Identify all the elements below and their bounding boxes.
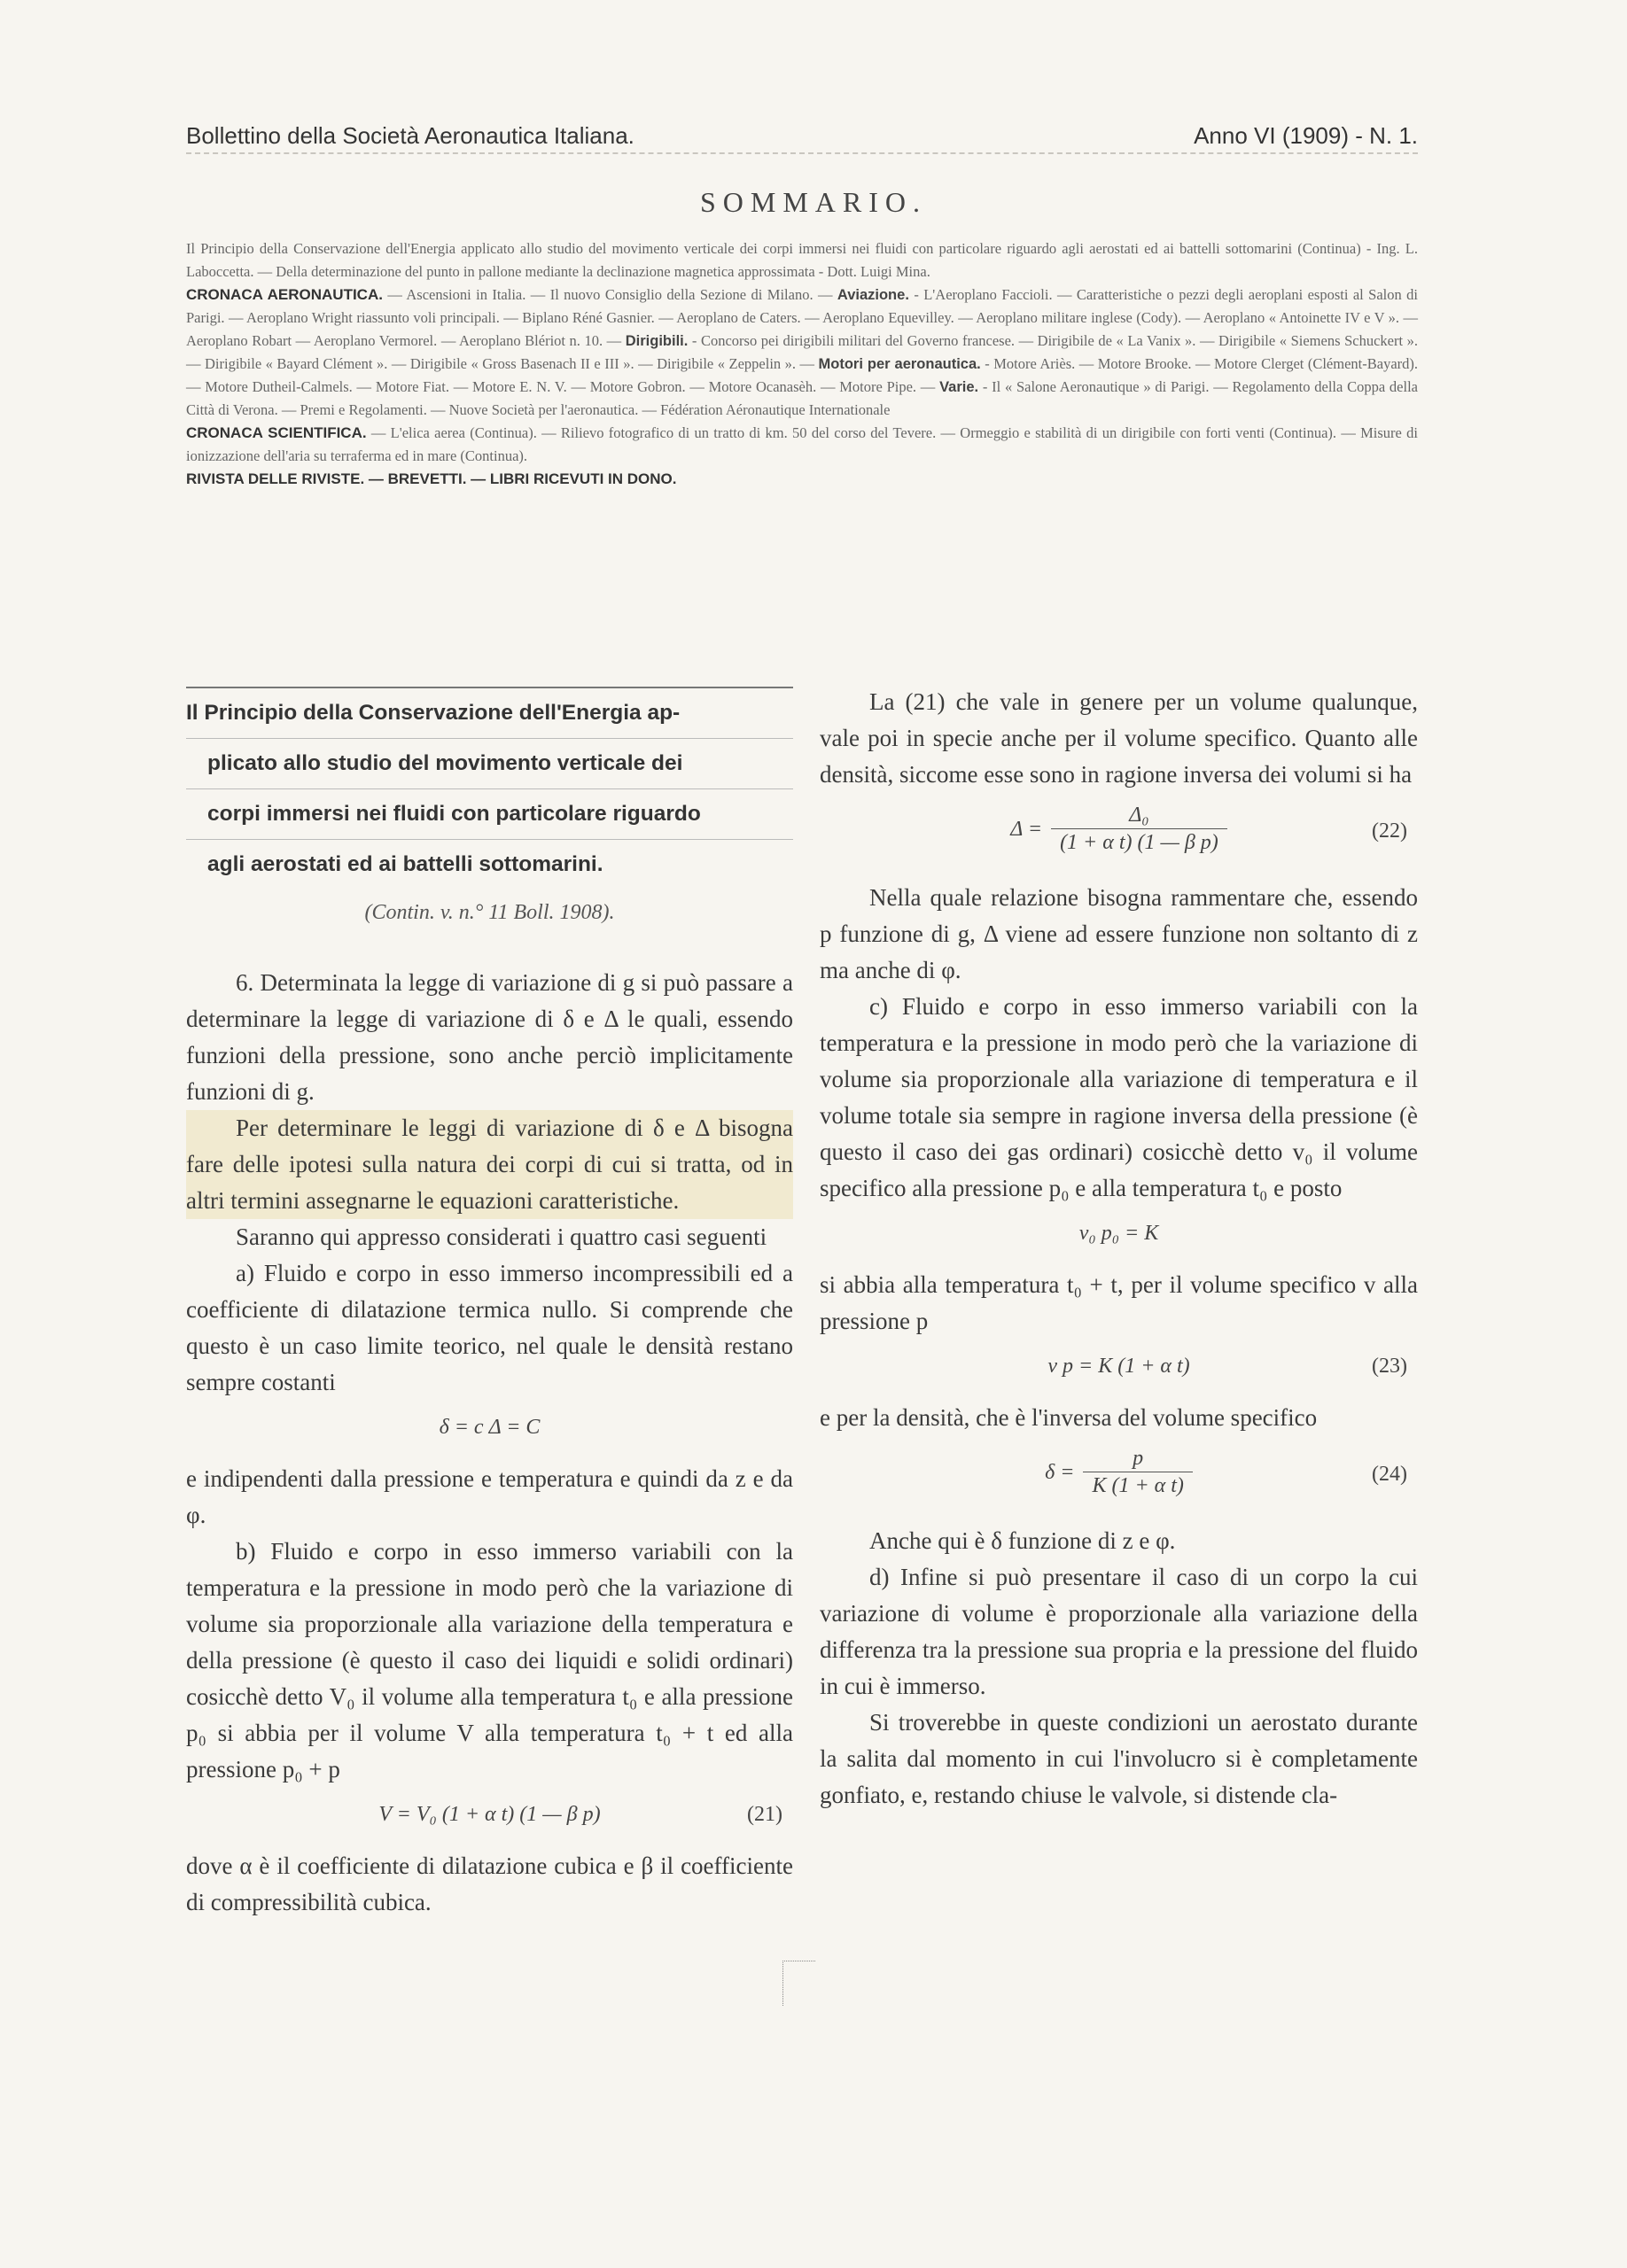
equation-number: (23) [1372, 1355, 1407, 1378]
equation-24 [820, 1445, 1418, 1507]
paragraph: Anche qui è δ funzione di z e φ. [869, 1527, 1176, 1554]
toc-section-heading: RIVISTA DELLE RIVISTE. — BREVETTI. — LIBRI RICEVUTI IN DONO. [186, 470, 677, 487]
equation-body: v p = K (1 + α t) [1047, 1355, 1190, 1378]
toc-category: Dirigibili. [625, 333, 689, 349]
toc-text: — L'elica aerea (Continua). — Rilievo fotografico di un tratto di km. 50 del corso del Tevere. — Ormeggio e stabilità di un dirigibile con forti venti (Continua). — Misure di ionizzazione dell'aria su terraferma ed in mare (Continua). [186, 424, 1418, 464]
toc-category: Aviazione. [837, 287, 909, 303]
paragraph: 6. Determinata la legge di variazione di g si può passare a determinare la legge di variazione di δ e Δ le quali, essendo funzioni della pressione, sono anche perciò implicitamente funzioni di g. [186, 969, 793, 1105]
paragraph-case-c: c) Fluido e corpo in esso immerso variabili con la temperatura e la pressione in modo però che la variazione di volume sia proporzionale alla variazione di temperatura e il volume totale sia sempre in ragione inversa della pressione (è questo il caso dei gas ordinari) cosicchè detto v₀ il volume specifico alla pressione p₀ e alla temperatura t₀ e posto [820, 993, 1418, 1201]
header-divider [186, 152, 1418, 154]
paragraph: Per determinare le leggi di variazione di δ e Δ bisogna fare delle ipotesi sulla natura dei corpi di cui si tratta, od in altri termini assegnarne le equazioni caratteristiche. [186, 1110, 793, 1219]
left-column [186, 687, 793, 1921]
equation-lhs: δ = [1045, 1460, 1075, 1484]
journal-title: Bollettino della Società Aeronautica Italiana. [186, 122, 634, 149]
equation-22 [820, 802, 1418, 864]
equation-23 [820, 1348, 1418, 1384]
paragraph-case-b: b) Fluido e corpo in esso immerso variabili con la temperatura e la pressione in modo però che la variazione di volume sia proporzionale alla variazione della temperatura e della pressione (è questo il caso dei liquidi e solidi ordinari) cosicchè detto V₀ il volume alla temperatura t₀ e alla pressione p₀ si abbia per il volume V alla temperatura t₀ + t ed alla pressione p₀ + p [186, 1538, 793, 1783]
article-title-line: Il Principio della Conservazione dell'Energia ap- [186, 687, 793, 738]
table-of-contents [186, 237, 1418, 491]
issue-number: Anno VI (1909) - N. 1. [1194, 122, 1418, 149]
toc-text: - Concorso pei dirigibili militari del Governo francese. — Dirigibile de « La Vanix ». — Dirigibile « Siemens Schuckert ». — Dirigibile « Bayard Clément ». — Dirigibile « Gross Basenach II e III ». — Dirigibile « Zeppelin ». — [186, 332, 1418, 372]
equation-constant-density [186, 1410, 793, 1445]
paragraph: Saranno qui appresso considerati i quattro casi seguenti [236, 1223, 767, 1250]
right-column [820, 684, 1418, 1814]
paragraph: dove α è il coefficiente di dilatazione cubica e β il coefficiente di compressibilità cubica. [186, 1852, 793, 1915]
fraction-denominator: K (1 + α t) [1092, 1474, 1184, 1497]
toc-entry-rivista [186, 468, 1418, 491]
fraction-numerator: Δ₀ [1051, 802, 1227, 829]
gutter-annotation-mark [782, 1961, 815, 2006]
toc-text: - L'Aeroplano Faccioli. — Caratteristiche o pezzi degli aeroplani esposti al Salon di Parigi. — Aeroplano Wright riassunto voli principali. — Biplano Réné Gasnier. — Aeroplano de Caters. — Aeroplano Equevilley. — Aeroplano militare inglese (Cody). — Aeroplano « Antoinette IV e V ». — Aeroplano Robart — Aeroplano Vermorel. — Aeroplano Blériot n. 10. — [186, 286, 1418, 349]
toc-entry-articles [186, 237, 1418, 284]
fraction-numerator: p [1083, 1445, 1192, 1472]
equation-fraction [1051, 802, 1227, 856]
equation-fraction [1083, 1445, 1192, 1499]
paragraph: e indipendenti dalla pressione e temperatura e quindi da z e da φ. [186, 1465, 793, 1528]
article-title-line: plicato allo studio del movimento verticale dei [186, 738, 793, 788]
toc-category: Motori per aeronautica. [818, 356, 981, 372]
toc-section-heading: CRONACA SCIENTIFICA. [186, 424, 367, 441]
equation-body: v₀ p₀ = K [1078, 1222, 1159, 1245]
equation-number: (22) [1372, 819, 1407, 843]
toc-section-heading: CRONACA AERONAUTICA. [186, 286, 383, 303]
paragraph-case-a: a) Fluido e corpo in esso immerso incompressibili ed a coefficiente di dilatazione termica nullo. Si comprende che questo è un caso limite teorico, nel quale le densità restano sempre costanti [186, 1260, 793, 1395]
equation-lhs: Δ = [1010, 817, 1043, 841]
paragraph: e per la densità, che è l'inversa del volume specifico [820, 1404, 1318, 1431]
fraction-denominator: (1 + α t) (1 — β p) [1060, 831, 1218, 854]
article-title [186, 687, 793, 889]
toc-entry-cronaca-scientifica [186, 422, 1418, 468]
paragraph: Si troverebbe in queste condizioni un aerostato durante la salita dal momento in cui l'involucro si è completamente gonfiato, e, restando chiuse le valvole, si distende cla- [820, 1709, 1418, 1808]
paragraph-case-d: d) Infine si può presentare il caso di un corpo la cui variazione di volume è proporzionale alla variazione della differenza tra la pressione sua propria e la pressione del fluido in cui è immerso. [820, 1564, 1418, 1699]
toc-text: — Ascensioni in Italia. — Il nuovo Consiglio della Sezione di Milano. — [382, 286, 837, 303]
equation-number: (21) [747, 1803, 782, 1826]
article-title-line: agli aerostati ed ai battelli sottomarini. [186, 839, 793, 889]
equation-k [820, 1216, 1418, 1251]
paragraph: si abbia alla temperatura t₀ + t, per il volume specifico v alla pressione p [820, 1271, 1418, 1334]
continuation-note: (Contin. v. n.° 11 Boll. 1908). [364, 901, 615, 924]
toc-category: Varie. [939, 379, 979, 395]
equation-21 [186, 1797, 793, 1832]
article-title-line: corpi immersi nei fluidi con particolare riguardo [186, 788, 793, 839]
sommario-title: SOMMARIO. [699, 186, 928, 218]
equation-body: V = V₀ (1 + α t) (1 — β p) [378, 1803, 601, 1826]
toc-entry-cronaca-aeronautica [186, 284, 1418, 422]
toc-text: - Il « Salone Aeronautique » di Parigi. — Regolamento della Coppa della Città di Verona. — Premi e Regolamenti. — Nuove Società per l'aeronautica. — Fédération Aéronautique Internationale [186, 378, 1418, 418]
paragraph: Nella quale relazione bisogna rammentare che, essendo p funzione di g, Δ viene ad essere funzione non soltanto di z ma anche di φ. [820, 884, 1418, 983]
toc-text: - Motore Ariès. — Motore Brooke. — Motore Clerget (Clément-Bayard). — Motore Dutheil-Calmels. — Motore Fiat. — Motore E. N. V. — Motore Gobron. — Motore Ocanasèh. — Motore Pipe. — [186, 355, 1419, 395]
equation-number: (24) [1372, 1463, 1407, 1486]
equation-body: δ = c Δ = C [439, 1416, 541, 1439]
paragraph: La (21) che vale in genere per un volume qualunque, vale poi in specie anche per il volume specifico. Quanto alle densità, siccome esse sono in ragione inversa dei volumi si ha [820, 688, 1418, 788]
toc-text: Il Principio della Conservazione dell'Energia applicato allo studio del movimento verticale dei corpi immersi nei fluidi con particolare riguardo agli aerostati ed ai battelli sottomarini (Continua) - Ing. L. Laboccetta. — Della determinazione del punto in pallone mediante la declinazione magnetica approssimata - Dott. Luigi Mina. [186, 240, 1418, 280]
